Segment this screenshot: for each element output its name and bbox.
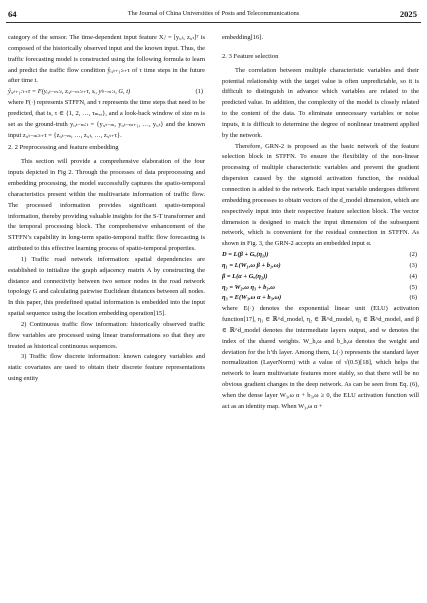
- publication-year: 2025: [399, 9, 417, 19]
- page-number: 64: [8, 9, 17, 19]
- equation-1-expression: ŷᵢ,ₜ₊₁:ₜ₊τ = F(yᵢ,ₜ₋ₘ:ₜ, zᵢ,ₜ₋ₘ:ₜ₊τ, sᵢ, yʲₜ₋ₘ:ₜ, G, t): [8, 88, 131, 96]
- equation-6-number: (6): [409, 294, 417, 302]
- equation-3-expression: η₁ = L(W₁,ω β + b₁,ω): [222, 261, 281, 269]
- equation-4-number: (4): [409, 272, 417, 280]
- equation-3-number: (3): [409, 261, 417, 269]
- equation-1-number: (1): [195, 88, 203, 96]
- equation-2-number: (2): [409, 251, 417, 259]
- equation-5-number: (5): [409, 283, 417, 291]
- section-heading-2-2: 2. 2 Preprocessing and feature embedding: [8, 144, 119, 152]
- left-column: [8, 33, 205, 385]
- equation-5-expression: η₂ = W₂,ω η₃ + b₂,ω: [222, 283, 275, 291]
- equation-3: [222, 261, 419, 272]
- paragraph-elu-explanation: where E(·) denotes the exponential linear unit (ELU) activation function[17], η₁ ∈ ℝ^d_model, η₂ ∈ ℝ^d_model, η₃ ∈ ℝ^d_model, and β ∈ ℝ^d_model denotes the intermediate layers output, and w denotes the index of the shared weights. W_h,ω and b_h,ω denotes the weight and deviation for the h’th layer. Among them, L(·) represents the standard layer normalization (LayerNorm) with a value of √(0.5)[18], which helps the network to learn multivariate features more stably, so that there will be no obvious gradient changes in the deep network. As can be seen from Eq. (6), when the dense layer W₃,ω α + b₃,ω ≥ 0, the ELU activation function will act as an identity map. When W₃,ω α +: [222, 305, 419, 410]
- right-column: [222, 33, 419, 413]
- paragraph-grn2: Therefore, GRN-2 is proposed as the basic network of the feature selection block in STFFN. To ensure the flexibility of the non-linear processing of multiple characteristic variables and prevent the gradient dispersion caused by the sigmoid activation function, the residual connection is added to the network. Each input variable undergoes different embedding processes to obtain vectors of the d_model dimension, which are respectively input into their respective feature selection block. The vector dimension is designed to match the input dimension of the subsequent network, which is convenient for the residual connection in STFFN. As shown in Fig. 3, the GRN-2 accepts an embedded input α.: [222, 142, 419, 248]
- equation-6-expression: η₃ = E(W₃,ω α + b₃,ω): [222, 294, 282, 302]
- paragraph-section-2-2-intro: This section will provide a comprehensive elaboration of the four inputs depicted in Fig 2. Through the processes of data preprocessing and embedding processing, the model successfully captures the spatio-temporal characteristics present within the multivariate information of traffic flow. The processed information provides significant spatio-temporal information, thereby providing valuable insights for the S-T transformer and the temporal processing block. The comprehensive enhancement of the STFFN’s capability in long-term spatio-temporal traffic flow forecasting is attributed to this effective learning process of spatio-temporal properties.: [8, 158, 205, 253]
- paragraph-continuous-info: 2) Continuous traffic flow information: historically observed traffic flow variables are processed using linear transformations so that they are treated as historical continuous sequences.: [8, 320, 205, 350]
- paragraph-correlation: The correlation between multiple characteristic variables and their potential relationship with the target value is often unpredictable, so it is difficult to distinguish in advance which variables are related to the predicted value. In addition, the complexity of the model is closely related to the content of the data. To eliminate unnecessary variables or noise inputs, it is difficult to determine the degree of nonlinear treatment applied by the network.: [222, 66, 419, 139]
- equation-2-expression: D = L(β + Gᵤ(η₁)): [222, 251, 269, 259]
- paragraph-where-definition: where F(·) represents STFFN, and τ represents the time steps that need to be predicted, that is, τ ∈ {1, 2, …, τₘₐₓ}, and a look-back window of size m is set as the ground-truth yᵢ,ₜ₋ₘ:ₜ = {yᵢ,ₜ₋ₘ, yᵢ,ₜ₋ₘ₊₁, …, yᵢ,ₜ} and the known input zᵢ,ₜ₋ₘ:ₜ₊τ = {zᵢ,ₜ₋ₘ, …, zᵢ,ₜ, …, zᵢ,ₜ₊τ}.: [8, 99, 205, 139]
- equation-block: [222, 250, 419, 304]
- paragraph-embedding-continuation: embedding[16].: [222, 34, 263, 41]
- running-header: [0, 0, 427, 26]
- header-rule: [6, 22, 421, 23]
- journal-title: The Journal of China Universities of Posts and Telecommunications: [127, 10, 300, 17]
- equation-4-expression: β = L(α + Gᵤ(η₂)): [222, 272, 268, 280]
- equation-6: [222, 293, 419, 304]
- equation-5: [222, 283, 419, 294]
- equation-2: [222, 250, 419, 261]
- equation-1: [8, 87, 205, 98]
- paragraph-discrete-info: 3) Traffic flow discrete information: known category variables and static covariates are used to obtain their discrete feature representations using entity: [8, 353, 205, 383]
- equation-4: [222, 272, 419, 283]
- paragraph-road-network-info: 1) Traffic road network information: spatial dependencies are established to initialize the graph adjacency matrix A by constructing the distance and connectivity between two sensor nodes in the road network topology G and calculating pairwise Euclidean distances between all nodes. In this paper, this predefined spatial information is embedded into the input spatial sequence using the location embedding operation[15].: [8, 255, 205, 318]
- paragraph-model-definition: category of the sensor. The time-dependent input feature Xᵢᵗ = [yᵢ,ₜ, zᵢ,ₜ]ᵀ is composed of the historically observed input and the known input. Thus, the traffic forecasting model is constructed using the following formula to learn and predict the traffic flow condition ŷᵢ,ₜ₊₁:ₜ₊τ of τ time steps in the future after time t.: [8, 34, 205, 85]
- section-heading-2-3: 2. 3 Feature selection: [222, 52, 279, 60]
